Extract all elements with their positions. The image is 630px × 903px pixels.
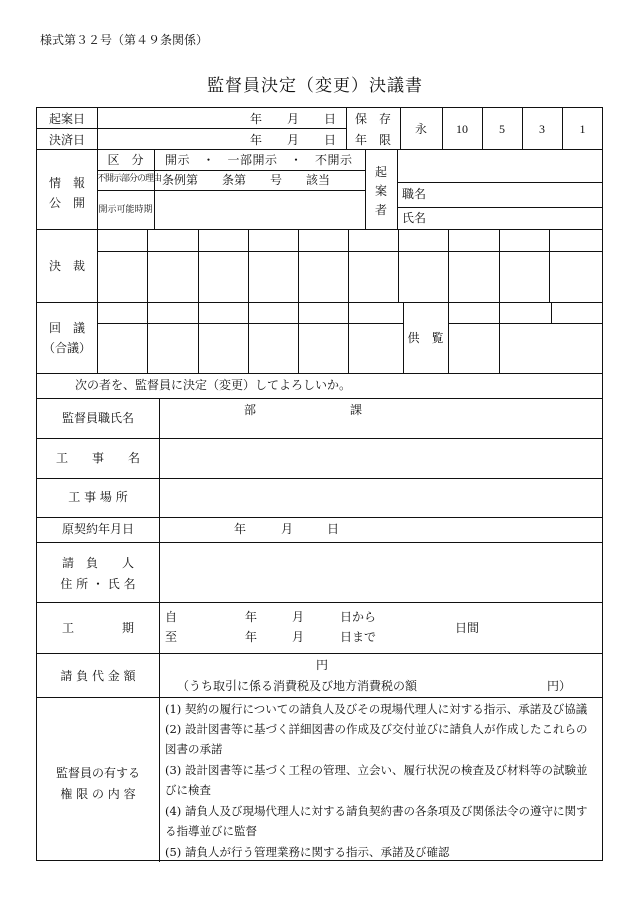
period-to-suffix: 日まで bbox=[340, 630, 377, 644]
period-from-suffix: 日から bbox=[340, 610, 377, 624]
supervisor-name-label: 監督員職氏名 bbox=[61, 411, 134, 425]
contract-day-label: 日 bbox=[327, 522, 340, 536]
section-label: 課 bbox=[350, 403, 363, 417]
ordinance-clause: 条例第 条第 号 該当 bbox=[162, 173, 331, 187]
consultation-sub-label: （合議） bbox=[42, 341, 91, 355]
position-label: 職名 bbox=[402, 187, 427, 201]
authority-item: (2) 設計図書等に基づく詳細図書の作成及び交付並びに請負人が作成したこれらの bbox=[165, 722, 588, 736]
tax-note-suffix: 円） bbox=[547, 679, 572, 693]
period-to-year: 年 bbox=[245, 630, 258, 644]
disclosure-label-bottom: 公 開 bbox=[48, 196, 85, 210]
period-from-year: 年 bbox=[245, 610, 258, 624]
drafter-label-1: 起 bbox=[374, 165, 387, 179]
decision-date-label: 決済日 bbox=[48, 133, 85, 147]
retention-5-years: 5 bbox=[499, 122, 505, 136]
drafter-label-2: 案 bbox=[374, 184, 387, 198]
authority-item-continued: 図書の承諾 bbox=[165, 742, 223, 756]
draft-year-label: 年 bbox=[250, 112, 263, 126]
draft-month-label: 月 bbox=[287, 112, 300, 126]
approval-label: 決 裁 bbox=[48, 259, 85, 273]
project-site-label: 工 事 場 所 bbox=[68, 490, 128, 504]
retention-label-bottom: 年 限 bbox=[354, 133, 391, 147]
authority-label-top: 監督員の有する bbox=[55, 766, 140, 780]
circulation-label: 供 覧 bbox=[407, 331, 444, 345]
resolution-form bbox=[36, 107, 603, 861]
category-options: 開示 ・ 一部開示 ・ 不開示 bbox=[165, 153, 353, 167]
retention-10-years: 10 bbox=[456, 122, 468, 136]
retention-permanent: 永 bbox=[414, 122, 427, 136]
period-to-label: 至 bbox=[165, 630, 178, 644]
contract-amount-label: 請 負 代 金 額 bbox=[60, 669, 136, 683]
disclosure-period-label: 開示可能時期 bbox=[98, 205, 153, 215]
contract-year-label: 年 bbox=[234, 522, 247, 536]
form-number: 様式第３２号（第４９条関係） bbox=[40, 33, 209, 47]
contract-month-label: 月 bbox=[281, 522, 294, 536]
name-label: 氏名 bbox=[402, 211, 427, 225]
draft-day-label: 日 bbox=[324, 112, 337, 126]
contractor-address-name-label: 住 所 ・ 氏 名 bbox=[60, 577, 136, 591]
authority-item: (1) 契約の履行についての請負人及びその現場代理人に対する指示、承諾及び協議 bbox=[165, 702, 588, 716]
amount-yen-label: 円 bbox=[316, 658, 329, 672]
retention-3-years: 3 bbox=[539, 122, 545, 136]
authority-item: (4) 請負人及び現場代理人に対する請負契約書の各条項及び関係法令の遵守に関す bbox=[165, 804, 588, 818]
period-from-month: 月 bbox=[292, 610, 305, 624]
category-label: 区 分 bbox=[107, 153, 144, 167]
page-title: 監督員決定（変更）決議書 bbox=[207, 76, 423, 96]
contractor-label: 請 負 人 bbox=[61, 556, 134, 570]
authority-label-bottom: 権 限 の 内 容 bbox=[60, 787, 136, 801]
period-from-label: 自 bbox=[165, 610, 178, 624]
drafter-label-3: 者 bbox=[374, 203, 387, 217]
project-name-label: 工 事 名 bbox=[55, 451, 140, 465]
non-disclosure-reason-label: 不開示部分の理由 bbox=[97, 174, 162, 184]
tax-note-prefix: （うち取引に係る消費税及び地方消費税の額 bbox=[177, 679, 418, 693]
decision-month-label: 月 bbox=[287, 133, 300, 147]
retention-1-year: 1 bbox=[579, 122, 586, 136]
retention-label-top: 保 存 bbox=[354, 112, 391, 126]
disclosure-label-top: 情 報 bbox=[48, 176, 85, 190]
authority-item: (5) 請負人が行う管理業務に関する指示、承諾及び確認 bbox=[165, 845, 450, 859]
consultation-label: 回 議 bbox=[48, 321, 85, 335]
decision-year-label: 年 bbox=[250, 133, 263, 147]
contract-date-label: 原契約年月日 bbox=[61, 522, 134, 536]
decision-day-label: 日 bbox=[324, 133, 337, 147]
draft-date-label: 起案日 bbox=[48, 112, 85, 126]
construction-period-label: 工 期 bbox=[61, 621, 134, 635]
department-label: 部 bbox=[244, 403, 257, 417]
period-to-month: 月 bbox=[292, 630, 305, 644]
period-days-label: 日間 bbox=[455, 621, 480, 635]
authority-item-continued: びに検査 bbox=[165, 783, 211, 797]
authority-item-continued: る指導並びに監督 bbox=[165, 824, 257, 838]
authority-item: (3) 設計図書等に基づく工程の管理、立会い、履行状況の検査及び材料等の試験並 bbox=[165, 763, 588, 777]
request-text: 次の者を、監督員に決定（変更）してよろしいか。 bbox=[75, 378, 352, 392]
